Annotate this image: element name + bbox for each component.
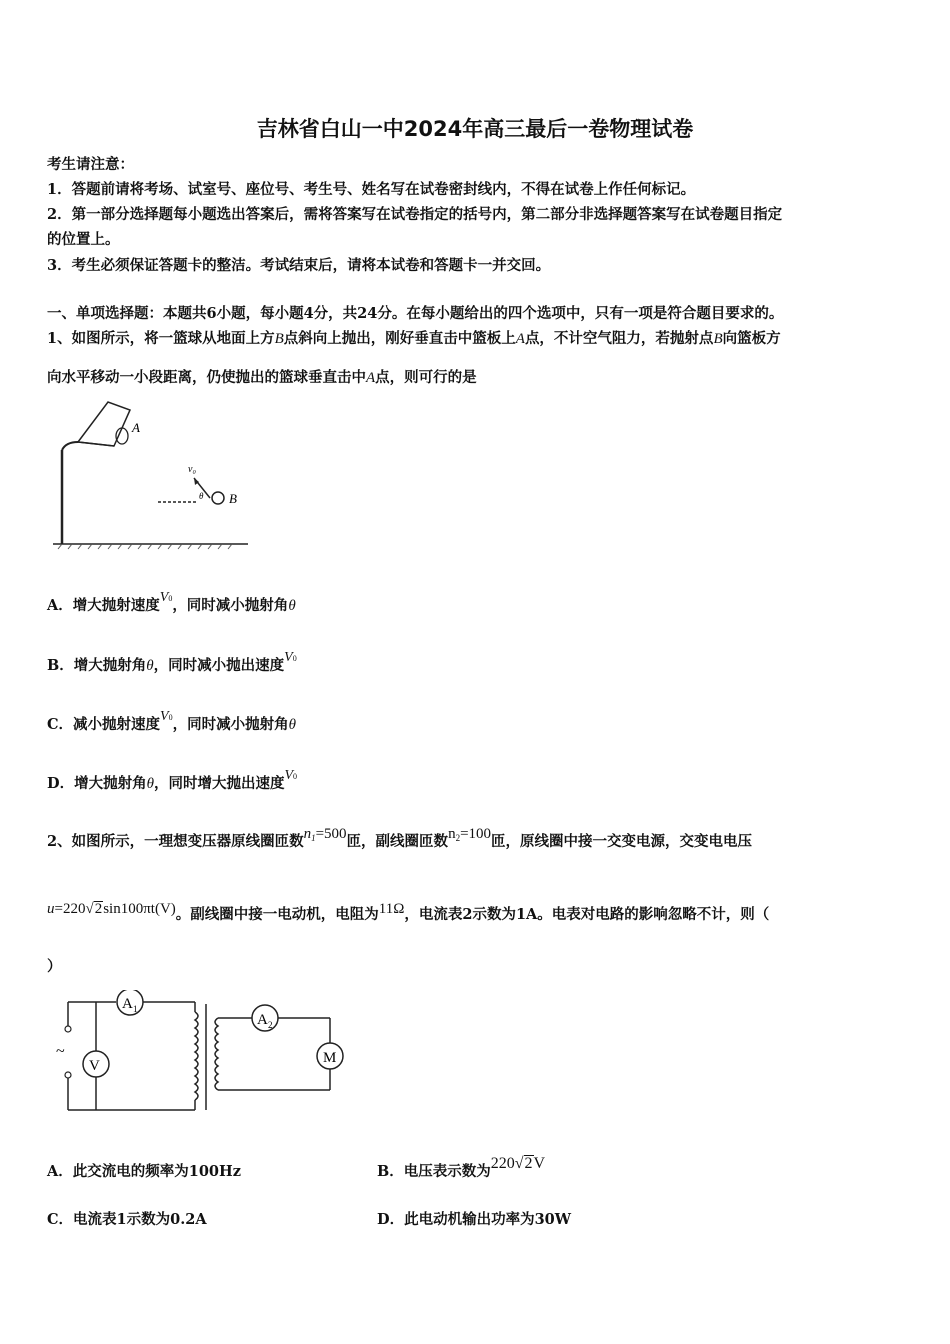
label-b: B: [229, 491, 237, 506]
question-1-option-a: A．增大抛射速度V0，同时减小抛射角θ: [47, 590, 296, 614]
question-1-option-c: C．减小抛射速度V0，同时减小抛射角θ: [47, 709, 296, 733]
question-2-option-b: B．电压表示数为220√2V: [377, 1155, 546, 1180]
notice-item-1: 1．答题前请将考场、试室号、座位号、考生号、姓名写在试卷密封线内，不得在试卷上作任何标记。: [47, 181, 696, 198]
ammeter-2-label: A: [257, 1012, 268, 1028]
question-1-option-b: B．增大抛射角θ，同时减小抛出速度V0: [47, 650, 297, 674]
label-a: A: [132, 420, 140, 435]
question-1-line-2: 向水平移动一小段距离，仍使抛出的篮球垂直击中A点，则可行的是: [47, 369, 477, 386]
ammeter-1-sub: 1: [133, 1004, 138, 1014]
page-title: 吉林省白山一中2024年高三最后一卷物理试卷: [256, 117, 694, 141]
section-heading: 一、单项选择题：本题共6小题，每小题4分，共24分。在每小题给出的四个选项中，只有一项是符合题目要求的。: [47, 305, 784, 322]
notice-heading: 考生请注意：: [47, 156, 134, 173]
label-theta: θ: [199, 491, 204, 501]
question-2-option-d: D．此电动机输出功率为30W: [377, 1211, 572, 1228]
question-2-option-c: C．电流表1示数为0.2A: [47, 1211, 207, 1228]
notice-item-2: 2．第一部分选择题每小题选出答案后，需将答案写在试卷指定的括号内，第二部分非选择题答案写在试卷题目指定: [47, 206, 783, 223]
question-2-line-3: ）: [47, 958, 62, 975]
voltmeter-label: V: [89, 1058, 100, 1074]
ac-source-symbol: ~: [56, 1043, 65, 1060]
label-v0: v₀: [188, 464, 196, 475]
ammeter-1-label: A: [122, 996, 133, 1012]
basketball-figure: [48, 398, 253, 550]
motor-label: M: [323, 1050, 337, 1066]
notice-item-2-cont: 的位置上。: [47, 231, 120, 248]
question-1-line-1: 1、如图所示，将一篮球从地面上方B点斜向上抛出，刚好垂直击中篮板上A点，不计空气阻力，若抛射点B向篮板方: [47, 330, 781, 347]
question-1-option-d: D．增大抛射角θ，同时增大抛出速度V0: [47, 768, 298, 792]
transformer-circuit-figure: [50, 990, 360, 1115]
ammeter-2-sub: 2: [268, 1020, 273, 1030]
question-2-option-a: A．此交流电的频率为100Hz: [47, 1163, 241, 1180]
notice-item-3: 3．考生必须保证答题卡的整洁。考试结束后，请将本试卷和答题卡一并交回。: [47, 257, 551, 274]
question-2-line-1: 2、如图所示，一理想变压器原线圈匝数$n_1=500$匝，副线圈匝数$n_2=100$匝，原线圈中接一交变电源，交变电电压: [47, 826, 753, 850]
question-2-line-2: u=220√2sin100πt(V)。副线圈中接一电动机，电阻为11Ω，电流表2示数为1A。电表对电路的影响忽略不计，则（: [47, 901, 770, 923]
